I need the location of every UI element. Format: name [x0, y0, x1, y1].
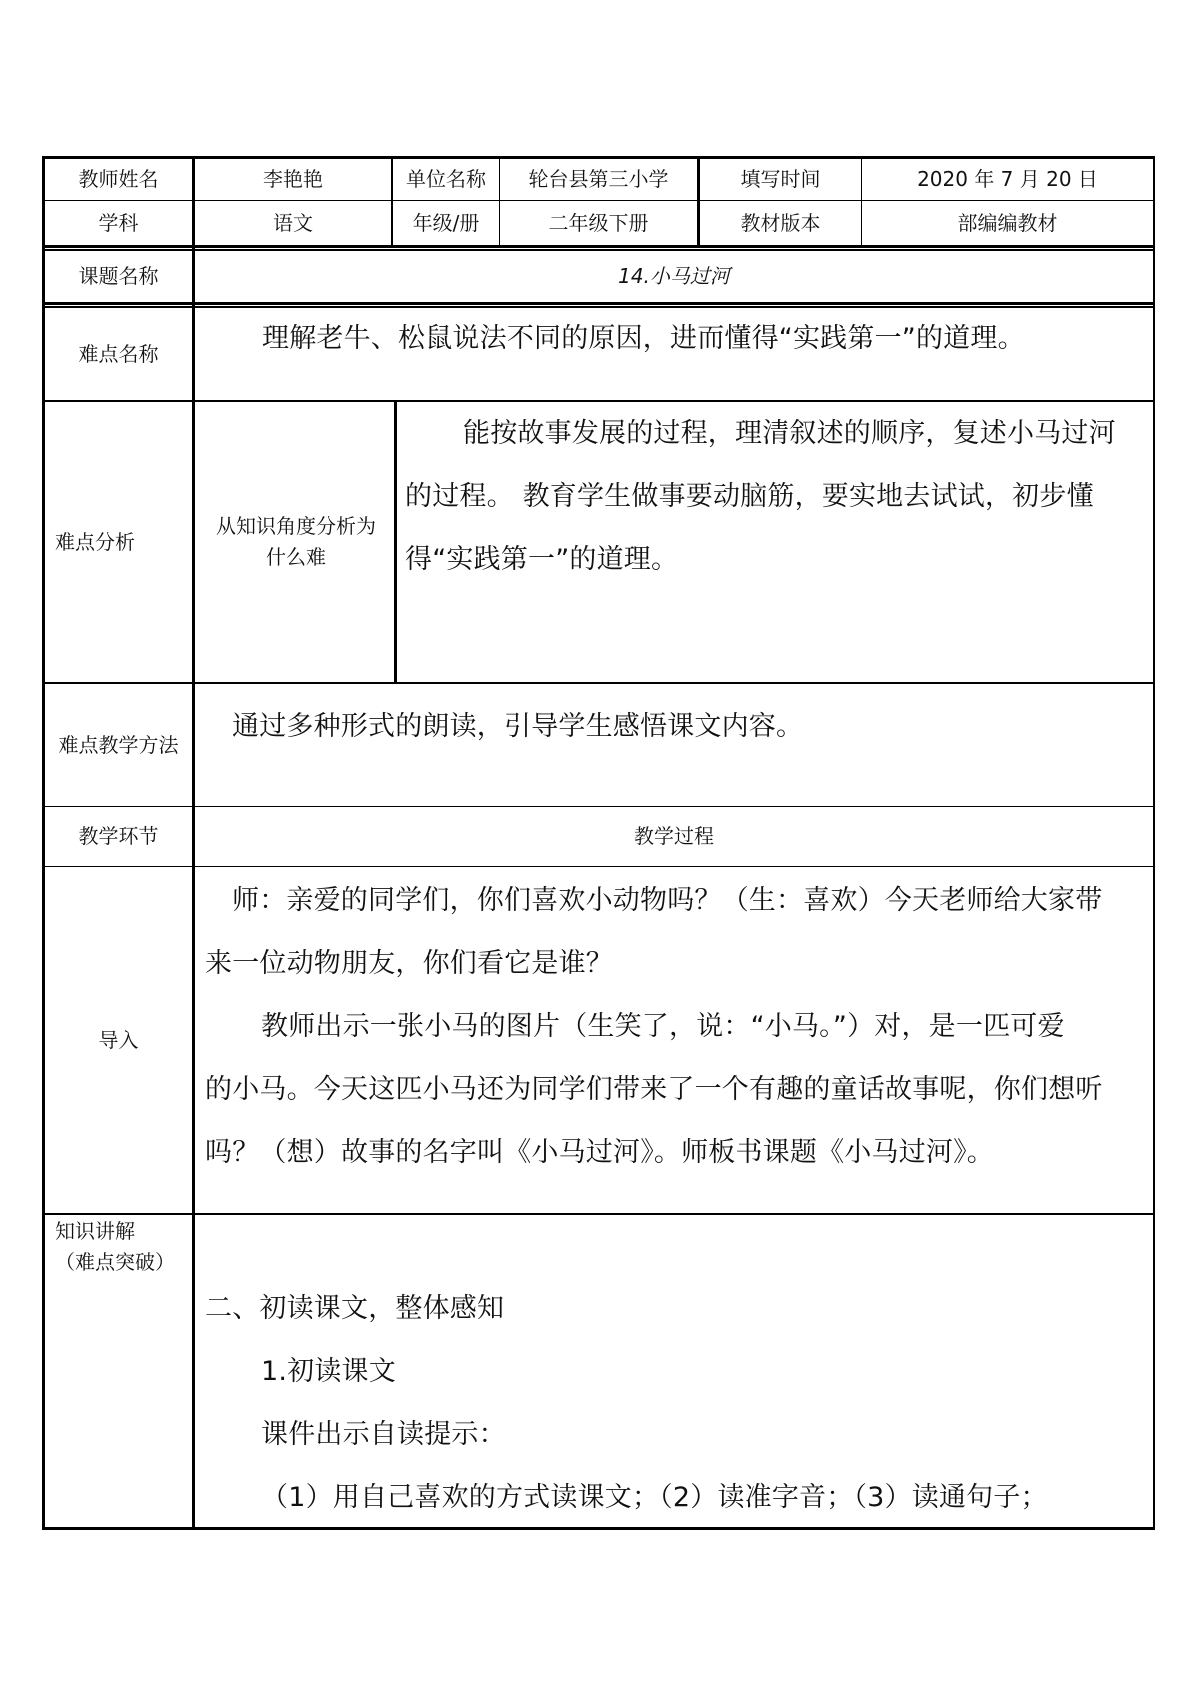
difficulty-analysis-text [405, 402, 1150, 591]
intro-line: 教师出示一张小马的图片（生笑了，说：“小马。”）对，是一匹可爱 [261, 1011, 1065, 1042]
knowledge-line: 二、初读课文，整体感知 [205, 1293, 505, 1324]
knowledge-label [45, 1216, 192, 1278]
knowledge-label-line: （难点突破） [55, 1250, 175, 1274]
unit-value: 轮台县第三小学 [528, 167, 669, 191]
difficulty-analysis-label: 难点分析 [55, 529, 135, 554]
date-label: 填写时间 [740, 167, 821, 191]
teacher-name-label: 教师姓名 [78, 167, 159, 191]
column-divider [394, 400, 397, 684]
table-right-border [1153, 156, 1155, 1530]
knowledge-label-line: 知识讲解 [55, 1219, 135, 1243]
knowledge-text [205, 1277, 1150, 1529]
intro-line: 来一位动物朋友，你们看它是谁？ [205, 948, 613, 979]
subject-label: 学科 [98, 210, 139, 235]
teaching-stage-label: 教学环节 [78, 824, 159, 848]
intro-line: 的小马。今天这匹小马还为同学们带来了一个有趣的童话故事呢，你们想听 [205, 1074, 1103, 1105]
difficulty-name-label: 难点名称 [78, 341, 159, 366]
row-divider [42, 302, 1155, 305]
analysis-line: 的过程。 教育学生做事要动脑筋，要实地去试试，初步懂 [405, 481, 1094, 512]
date-value: 2020 年 7 月 20 日 [917, 167, 1098, 191]
intro-text [205, 869, 1150, 1184]
knowledge-line: 1.初读课文 [261, 1356, 396, 1387]
lesson-title: 14.小马过河 [618, 264, 730, 288]
textbook-label: 教材版本 [740, 210, 821, 235]
unit-label: 单位名称 [406, 167, 486, 191]
row-divider [42, 245, 1155, 248]
analysis-line: 能按故事发展的过程，理清叙述的顺序，复述小马过河 [463, 418, 1116, 449]
knowledge-line: 课件出示自读提示： [261, 1419, 506, 1450]
row-divider [42, 682, 1155, 684]
lesson-title-label: 课题名称 [78, 264, 159, 288]
row-divider [42, 1213, 1155, 1215]
teaching-method: 通过多种形式的朗读，引导学生感悟课文内容。 [232, 711, 804, 742]
intro-line: 师：亲爱的同学们，你们喜欢小动物吗？（生：喜欢）今天老师给大家带 [232, 885, 1103, 916]
teaching-method-label: 难点教学方法 [58, 732, 179, 757]
row-divider [42, 866, 1155, 867]
difficulty-name: 理解老牛、松鼠说法不同的原因，进而懂得“实践第一”的道理。 [262, 323, 1025, 354]
textbook-value: 部编编教材 [957, 210, 1058, 235]
intro-line: 吗？（想）故事的名字叫《小马过河》。师板书课题《小马过河》。 [205, 1137, 994, 1168]
knowledge-line: （1）用自己喜欢的方式读课文；（2）读准字音；（3）读通句子； [261, 1482, 1048, 1513]
subject-value: 语文 [273, 210, 313, 235]
teacher-name-value: 李艳艳 [263, 167, 323, 191]
analysis-line: 得“实践第一”的道理。 [405, 544, 679, 575]
teaching-process-label: 教学过程 [634, 824, 714, 848]
analysis-sub-label: 从知识角度分析为什么难 [216, 514, 376, 569]
grade-label: 年级/册 [412, 210, 480, 235]
intro-label: 导入 [98, 1028, 139, 1052]
grade-value: 二年级下册 [548, 210, 649, 235]
